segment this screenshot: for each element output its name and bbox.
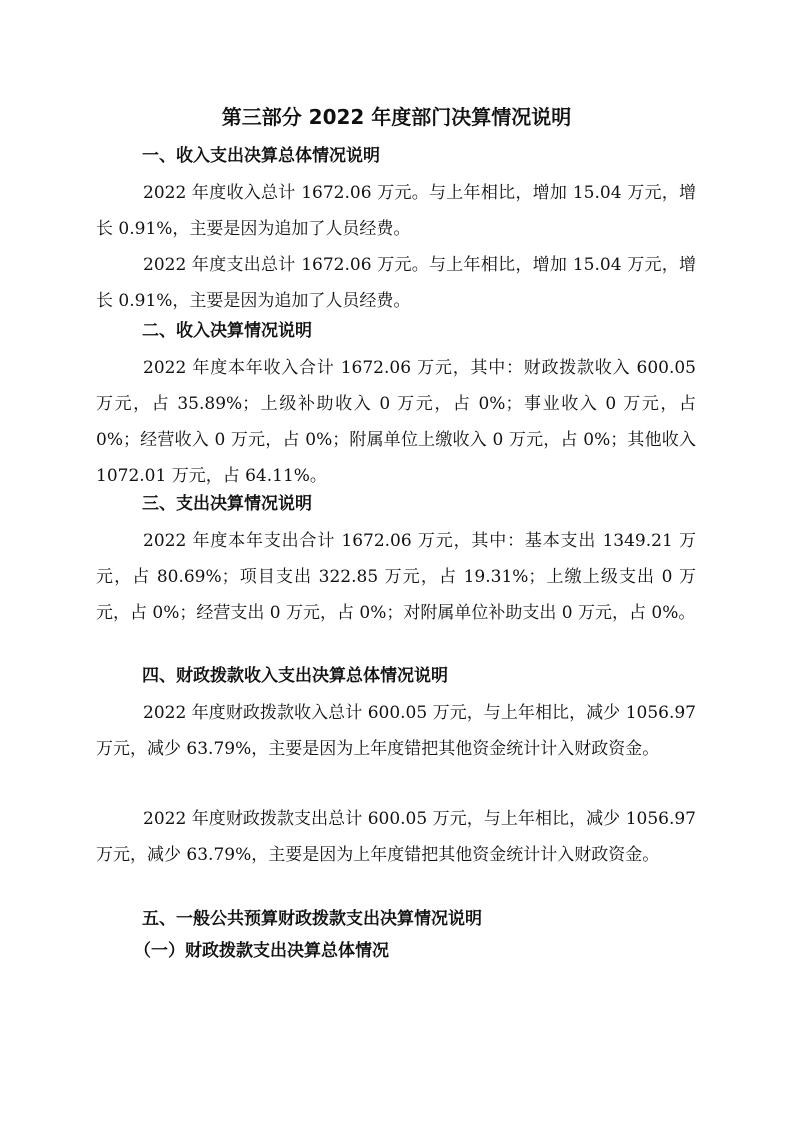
paragraph-fiscal-income: 2022 年度财政拨款收入总计 600.05 万元，与上年相比，减少 1056.97 万元，减少 63.79%，主要是因为上年度错把其他资金统计计入财政资金。 (96, 703, 696, 759)
section-heading-expenditure: 三、支出决算情况说明 (142, 494, 312, 514)
section-heading-general-public-budget: 五、一般公共预算财政拨款支出决算情况说明 (142, 909, 482, 929)
section-heading-fiscal-appropriation: 四、财政拨款收入支出决算总体情况说明 (142, 666, 448, 686)
paragraph-expenditure-detail: 2022 年度本年支出合计 1672.06 万元，其中：基本支出 1349.21 万元，占 80.69%；项目支出 322.85 万元，占 19.31%；上缴上级支出 0 万元，占 0%；经营支出 0 万元，占 0%；对附属单位补助支出 0 万元，占 0%。 (96, 531, 696, 623)
section-heading-income-expenditure-overview: 一、收入支出决算总体情况说明 (142, 146, 380, 166)
paragraph-fiscal-expenditure: 2022 年度财政拨款支出总计 600.05 万元，与上年相比，减少 1056.97 万元，减少 63.79%，主要是因为上年度错把其他资金统计计入财政资金。 (96, 809, 696, 865)
paragraph-income-detail: 2022 年度本年收入合计 1672.06 万元，其中：财政拨款收入 600.05 万元，占 35.89%；上级补助收入 0 万元，占 0%；事业收入 0 万元，占 0%；经营收入 0 万元，占 0%；附属单位上缴收入 0 万元，占 0%；其他收入 1072.01 万元，占 64.11%。 (96, 358, 696, 486)
section-heading-income: 二、收入决算情况说明 (142, 321, 312, 341)
subsection-heading-fiscal-expenditure-overview: （一）财政拨款支出决算总体情况 (134, 941, 389, 961)
page-title: 第三部分 2022 年度部门决算情况说明 (221, 105, 572, 129)
paragraph-total-expenditure: 2022 年度支出总计 1672.06 万元。与上年相比，增加 15.04 万元，增长 0.91%，主要是因为追加了人员经费。 (96, 255, 696, 311)
paragraph-total-income: 2022 年度收入总计 1672.06 万元。与上年相比，增加 15.04 万元，增长 0.91%，主要是因为追加了人员经费。 (96, 183, 696, 239)
